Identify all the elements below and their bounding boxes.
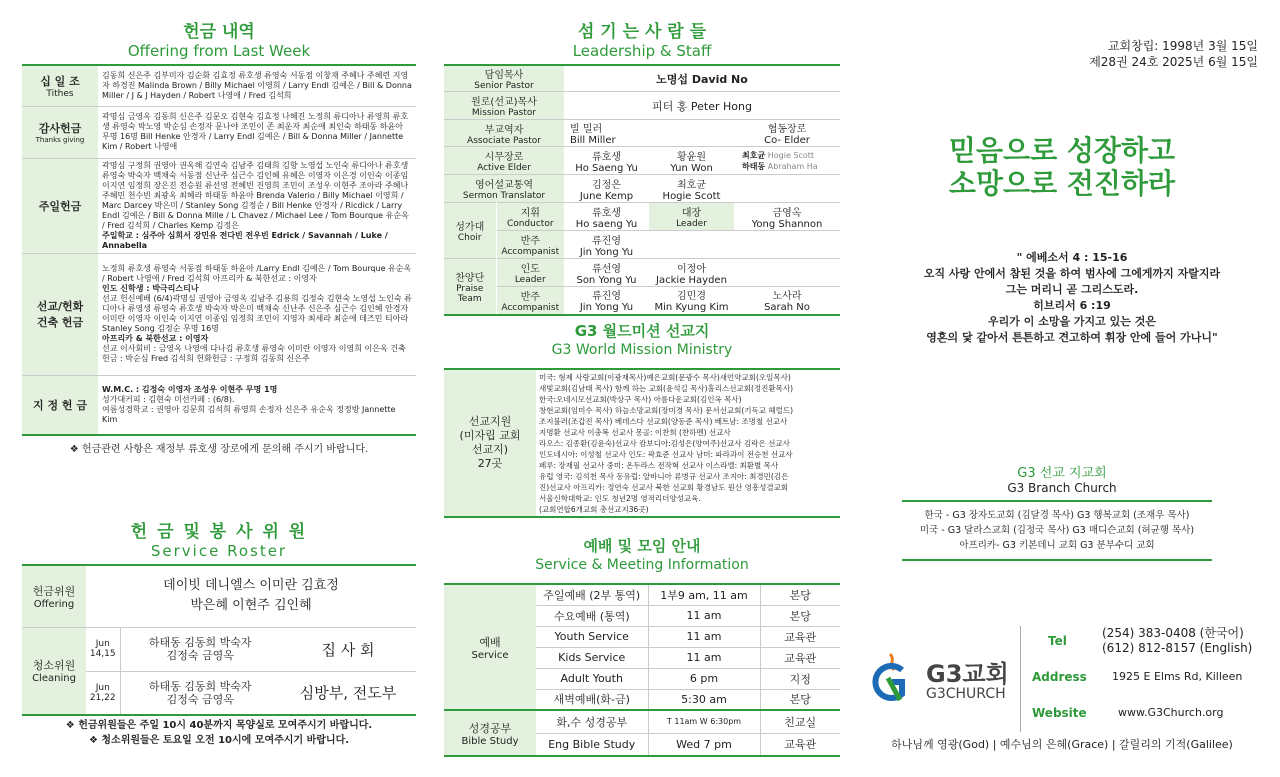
roster-label-en: Offering <box>33 598 75 610</box>
meeting-name: Youth Service <box>536 626 648 647</box>
row-label: 십 일 조 <box>40 74 80 88</box>
mission-label: (미자립 교회 <box>459 429 521 442</box>
staff-name: 금영옥 <box>772 207 802 219</box>
meeting-place: 본당 <box>789 609 811 623</box>
branch-title-ko: G3 선교 지교회 <box>1017 466 1107 481</box>
staff-name-en: Bill Miller <box>570 135 616 146</box>
roster-offering-row <box>22 565 416 627</box>
staff-name-en: Jackie Hayden <box>656 274 727 286</box>
staff-name-en: Jin Yong Yu <box>579 246 634 258</box>
branch-title <box>862 462 1262 495</box>
row-label: 지 정 헌 금 <box>33 398 87 412</box>
mission-label: 27곳 <box>477 457 503 470</box>
staff-name: 류호생 <box>592 151 621 163</box>
mission-line: 한국:오네시모선교회(박상구 목사) 아름다운교회(김인옥 목사) <box>539 394 742 404</box>
meeting-name: 주일예배 (2부 통역) <box>536 584 648 605</box>
roster-date: Jun <box>95 682 110 693</box>
roster-note-1: ❖ 헌금위원들은 주일 10시 40분까지 목양실로 모여주시기 바랍니다. <box>65 720 373 731</box>
staff-label-en: Associate Pastor <box>467 135 541 146</box>
branch-title-en: G3 Branch Church <box>1007 481 1117 495</box>
verse-line: 우리가 이 소망을 가지고 있는 것은 <box>988 315 1156 328</box>
staff-label: 찬양단 <box>455 272 485 284</box>
meeting-name: 수요예배 (통역) <box>536 605 648 626</box>
logo-text-ko: G3교회 <box>926 660 1009 688</box>
staff-name-en: Min Kyung Kim <box>654 302 729 314</box>
roster-cleaning-row <box>22 627 416 671</box>
staff-name: 류호생 <box>592 207 621 219</box>
row-label: 감사헌금 <box>38 122 82 135</box>
address-value: 1925 E Elms Rd, Killeen <box>1112 670 1243 683</box>
tel-number: (612) 812-8157 (English) <box>1102 641 1253 655</box>
row-line: 여름성경학교 : 권영아 김문희 김석희 류영희 손정자 신은주 유순옥 정정방 Jannette Kim <box>102 404 396 424</box>
leadership-title <box>444 22 840 60</box>
mission-line: 유럽 영국: 김석천 목사 동유럽: 알바니아 류병규 선교사 조지아: 최경민(김은 <box>539 471 789 481</box>
motto <box>862 134 1262 200</box>
roster-title-en: Service Roster <box>150 542 288 560</box>
meeting-name: Eng Bible Study <box>536 733 648 756</box>
staff-name-en: Hogie Scott <box>767 150 815 160</box>
g3-logo-icon <box>868 650 912 706</box>
branch-list <box>902 500 1212 561</box>
meeting-place: 교육관 <box>784 738 817 752</box>
staff-label: 시무장로 <box>484 152 524 163</box>
meeting-time: Wed 7 pm <box>648 733 760 756</box>
staff-name-en: Ho saeng Yu <box>575 218 638 230</box>
meeting-title-en: Service & Meeting Information <box>535 557 749 573</box>
row-label: 주일헌금 <box>38 199 82 213</box>
meeting-time: T 11am W 6:30pm <box>648 710 760 733</box>
staff-name: 최호균 <box>677 179 706 191</box>
issue-info: 제28권 24호 2025년 6월 15일 <box>1089 55 1258 69</box>
founded-date: 교회창립: 1998년 3월 15일 <box>1107 39 1258 53</box>
meeting-label-en: Bible Study <box>461 735 519 747</box>
leadership-title-ko: 섬 기 는 사 람 들 <box>577 22 707 42</box>
mission-label: 선교지) <box>471 443 509 456</box>
meeting-label: 예배 <box>479 635 501 649</box>
mission-list <box>536 369 840 517</box>
roster-title <box>22 522 416 560</box>
staff-label: 반주 <box>520 236 540 247</box>
staff-label-en: Mission Pastor <box>471 108 537 118</box>
meeting-place: 본당 <box>789 588 811 602</box>
row-text: 곽명심 구정희 권영아 권옥해 김연숙 김남주 김태희 김향 노영섭 노인숙 류디아나 류호생 류영숙 박숙자 백채숙 서동점 신난주 심근수 김인혜 유혜은 이영자 이은경 이인숙 이종임 이지연 임정희 장은진 전승원 류선영 전혜빈 진영희 조민이 조성우 이현주 조아라 주혜나 주혜민 천수빈 최광옥 최혜라 하태동 하윤아 Brenda Valerio / Billy Michael 이영희 / Marc Darcey 박은미 / Stanley Song 김정순 / Bill Henke 안경자 / Ricdick / Larry Endl 김예은 / Bill & Donna Mille / L Chavez / Michael Lee / Tom Bourque 유순옥 / Fred 김석희 / Charles Kemp 김정은 <box>102 160 409 230</box>
row-line: 성가대커피 : 김현숙 미선카페 : (6/8). <box>102 394 235 404</box>
mission-line: 서울신학대학교: 인도 청년2명 영적리더양성교육. <box>539 493 701 503</box>
meeting-name: Kids Service <box>536 647 648 668</box>
mission-line: 미국: 형제 사랑교회(이광재목사)예은교회(문광수 목사)새언약교회(오일목사) <box>539 372 791 382</box>
staff-name-en: Yun Won <box>670 162 713 174</box>
offering-title-en: Offering from Last Week <box>127 42 311 60</box>
staff-label-en: Choir <box>457 233 482 243</box>
church-logo <box>868 650 1018 710</box>
staff-name: 류진영 <box>592 235 621 247</box>
row-text: 노정희 류호생 류영숙 서동점 하태동 하윤아 /Larry Endl 김예은 / Tom Bourque 유순옥 / Robert 나영애 / Fred 김석희 아프리카 & 북한선교 : 이영자 <box>102 264 412 283</box>
meeting-place: 교육관 <box>784 630 817 644</box>
verse-line: 영혼의 닻 같아서 튼튼하고 견고하여 휘장 안에 들어 가나니" <box>926 331 1218 344</box>
meeting-name: 화,수 성경공부 <box>536 710 648 733</box>
row-label-en: Tithes <box>46 88 74 99</box>
staff-label: 인도 <box>520 264 540 275</box>
offering-row-sunday <box>22 158 416 253</box>
roster-names: 김정숙 금영옥 <box>166 692 234 706</box>
staff-name: 류진영 <box>592 291 621 303</box>
roster-date: 21,22 <box>89 692 116 703</box>
row-line: 아프리카 & 북한선교 : 이영자 <box>102 334 209 343</box>
mission-line: 새빛교회(김남태 목사) 함께 하는 교회(윤석길 목사)홀리스선교회(정진환목사) <box>539 383 794 393</box>
branch-line: 미국 - G3 달라스교회 (김정국 목사) G3 매디슨교회 (허균행 목사) <box>919 525 1195 536</box>
mission-title-en: G3 World Mission Ministry <box>551 342 733 358</box>
row-text: 곽명심 금영옥 김동희 신은주 김문오 김현숙 김효정 나혜진 노정희 류디아나 류영희 류호생 류영숙 박노영 박순심 손정자 문나야 조민이 존 최운자 최순애 최인숙 하태동 하윤아 무명 16명 Bill Henke 안경자 / Larry Endl 김예은 / Bill & Donna Miller / Jannette Kim / Robert 나영애 <box>102 112 409 151</box>
staff-name-en: Hogie Scott <box>662 190 721 202</box>
senior-pastor-name: 노명섭 David No <box>656 72 748 86</box>
row-label-en: Thanks giving <box>35 136 85 144</box>
meeting-time: 11 am <box>648 605 760 626</box>
motto-line1: 믿음으로 성장하고 <box>948 134 1176 167</box>
offering-row-tithes <box>22 65 416 106</box>
meeting-name: Adult Youth <box>536 668 648 689</box>
staff-name-en: Ho Saeng Yu <box>575 162 638 174</box>
staff-name-en: Abraham Ha <box>767 161 818 171</box>
meeting-place: 교육관 <box>784 651 817 665</box>
meeting-row <box>444 710 840 733</box>
meeting-row <box>444 584 840 605</box>
staff-name-en: Son Yong Yu <box>576 274 637 286</box>
staff-label-en: Team <box>457 293 482 304</box>
roster-offering-line1: 데이빗 데니엘스 이미란 김효정 <box>163 578 339 594</box>
staff-label-en: Accompanist <box>501 247 560 257</box>
roster-names: 하태동 김동희 박숙자 <box>148 636 252 649</box>
staff-name-en: Co- Elder <box>764 135 810 146</box>
meeting-place: 친교실 <box>784 715 817 729</box>
row-text: 김동희 신은주 김부미자 김순화 김효정 류호생 류영숙 서동점 이창재 주혜나 주혜련 지영자 하경진 Malinda Brown / Billy Michael 이영희 / Larry Endl 김예은 / Bill & Donna Miller / J & J Hayden / Robert 나영애 / Fred 김석희 <box>102 70 412 100</box>
meeting-label-en: Service <box>471 649 509 661</box>
address-label: Address <box>1032 670 1087 684</box>
roster-names: 하태동 김동희 박숙자 <box>148 679 252 693</box>
meeting-name: 새벽예배(화-금) <box>536 689 648 710</box>
mission-title <box>444 321 840 359</box>
row-label-2: 건축 헌금 <box>36 316 84 329</box>
staff-label: 지휘 <box>520 208 540 219</box>
meeting-place: 본당 <box>789 693 811 707</box>
row-sub: 주일학교 : 심주아 심희서 장민유 전다빈 전우빈 Edrick / Savannah / Luke / Annabella <box>102 230 388 250</box>
meeting-table <box>444 583 840 757</box>
roster-title-ko: 헌 금 및 봉 사 위 원 <box>130 522 308 542</box>
meeting-label: 성경공부 <box>468 721 512 735</box>
roster-label: 청소위원 <box>32 659 76 673</box>
mission-pastor-name: 피터 홍 Peter Hong <box>652 99 752 113</box>
website-link[interactable]: www.G3Church.org <box>1118 706 1224 719</box>
verse-line: 히브리서 6 :19 <box>1033 299 1111 312</box>
offering-note: ❖ 헌금관련 사항은 재정부 류호생 장로에게 문의해 주시기 바랍니다. <box>69 444 369 455</box>
staff-name: 김정은 <box>592 179 621 191</box>
roster-label-en: Cleaning <box>32 673 76 685</box>
verse-line: 오직 사랑 안에서 참된 것을 하여 범사에 그에게까지 자랄지라 <box>923 267 1221 280</box>
meeting-time: 6 pm <box>648 668 760 689</box>
roster-names: 김정숙 금영옥 <box>166 649 234 662</box>
offering-row-mission <box>22 253 416 375</box>
offering-column <box>22 0 416 746</box>
staff-name: 김민경 <box>677 291 706 303</box>
staff-name: 협동장로 <box>767 124 807 135</box>
tel-label: Tel <box>1048 634 1067 648</box>
roster-date: Jun <box>95 639 110 649</box>
cover-column <box>862 0 1272 777</box>
mission-line: 창현교회(임미수 목사) 하늘소망교회(장미경 목사) 문서선교회(기독교 헤럴드) <box>539 405 794 415</box>
mission-line: 인도네시아: 이성철 선교사 인도: 곽효준 선교사 남미: 파라과이 전승천 선교사 <box>539 449 793 459</box>
verse-line: 그는 머리니 곧 그리스도라. <box>1005 283 1139 296</box>
staff-label: 대장 <box>681 208 702 219</box>
roster-table <box>22 564 416 716</box>
staff-label-en: Conductor <box>506 219 554 229</box>
staff-label-en: Leader <box>514 275 546 285</box>
mission-title-ko: G3 월드미션 선교지 <box>574 322 710 340</box>
offering-title <box>22 22 416 60</box>
meeting-time: 11 am <box>648 626 760 647</box>
staff-label: 부교역자 <box>484 124 524 136</box>
offering-title-ko: 헌금 내역 <box>183 22 255 42</box>
staff-name: 노사라 <box>772 291 802 303</box>
tel-number: (254) 383-0408 (한국어) <box>1102 626 1244 640</box>
mission-line: 라오스: 김종환(김윤숙)선교사 캄보디아:김성은(양여주)선교사 김락은 선교사 <box>539 438 790 448</box>
leadership-table <box>444 64 840 316</box>
mission-line: 지명환 선교사 이충복 선교사 몽골: 이찬희 (찬하멘) 선교사 <box>539 427 731 437</box>
staff-name: 하태동 <box>742 161 766 171</box>
mission-label: 선교지원 <box>468 415 512 428</box>
meeting-time: 11 am <box>648 647 760 668</box>
motto-line2: 소망으로 전진하라 <box>948 167 1176 200</box>
offering-row-designated <box>22 375 416 435</box>
staff-label-en: Sermon Translator <box>462 191 546 201</box>
meeting-place: 지정 <box>789 672 811 686</box>
roster-offering-line2: 박은혜 이현주 김인혜 <box>190 598 312 614</box>
footer-slogan: 하나님께 영광(God) | 예수님의 은혜(Grace) | 갈릴리의 기적(Galilee) <box>891 738 1233 751</box>
roster-note-2: ❖ 청소위원들은 토요일 오전 10시에 모여주시기 바랍니다. <box>88 735 350 746</box>
roster-team: 집 사 회 <box>321 640 375 659</box>
roster-date: 14,15 <box>89 649 116 659</box>
mission-line: 조지불러(조갑진 목사) 베데스다 선교회(양동준 목사) 베트남: 조명철 선교사 <box>539 416 788 426</box>
branch-line: 한국 - G3 장자도교회 (김달경 목사) G3 행복교회 (조재우 목사) <box>924 510 1190 521</box>
staff-label-en: Leader <box>676 219 707 229</box>
leadership-column <box>444 0 840 752</box>
website-label: Website <box>1032 706 1087 720</box>
staff-name: 이정아 <box>677 263 706 275</box>
staff-label-en: Praise <box>456 283 484 294</box>
mission-line: 진)선교사 아프리카: 정연숙 선교사 북한 선교회 황경남도 원산 영흥성결교회 <box>539 482 789 492</box>
staff-label: 성가대 <box>455 222 485 233</box>
staff-label: 반주 <box>520 291 540 303</box>
staff-label-en: Senior Pastor <box>474 81 534 91</box>
staff-label-en: Accompanist <box>501 302 560 313</box>
staff-label: 영어설교통역 <box>475 180 533 191</box>
row-line: 선교 헌신예배 (6/4)곽명심 권영아 금영옥 김남주 김용희 김정숙 김현숙 노영섭 노인숙 류디아나 류영생 류영숙 류호생 박숙자 박은미 백채숙 신난주 신은주 심근수 김인혜 안경자 이미란 이영자 이인숙 이지연 이종임 임정희 조민이 지영자 최세라 최순애 데즈민 티아라 Stanley Song 김정순 무명 16명 <box>102 294 412 333</box>
staff-name-en: Yong Shannon <box>751 218 823 230</box>
leadership-title-en: Leadership & Staff <box>572 42 712 60</box>
branch-line: 아프리카- G3 키본데니 교회 G3 분부수디 교회 <box>959 540 1155 551</box>
staff-name-en: Sarah No <box>764 302 810 314</box>
meeting-title <box>444 536 840 574</box>
staff-name: 류선영 <box>592 263 621 275</box>
staff-name: 황윤원 <box>677 151 706 163</box>
roster-team: 심방부, 전도부 <box>299 684 397 703</box>
staff-label: 원로(선교)목사 <box>471 97 537 108</box>
staff-label: 담임목사 <box>484 70 524 81</box>
scripture <box>862 250 1280 346</box>
mission-table <box>444 368 840 518</box>
mission-line: (교회연합6개교회 총선교지36곳) <box>539 504 649 514</box>
meeting-time: 1부9 am, 11 am <box>648 584 760 605</box>
staff-name-en: June Kemp <box>579 190 634 202</box>
mission-line: 페루: 장재필 선교사 중미: 온두라스 전작혁 선교사 이스라엘: 최환별 목사 <box>539 460 779 470</box>
contact-divider <box>1020 626 1021 732</box>
meeting-time: 5:30 am <box>648 689 760 710</box>
logo-text-en: G3CHURCH <box>926 686 1006 702</box>
row-line: W.M.C. : 김정숙 이영자 조성우 이현주 무명 1명 <box>102 384 278 394</box>
staff-name: 빌 밀러 <box>570 124 603 135</box>
verse-line: " 에베소서 4 : 15-16 <box>1016 251 1128 264</box>
offering-row-thanks <box>22 106 416 158</box>
roster-label: 헌금위원 <box>32 584 76 598</box>
row-line: 인도 신학생 : 박극리스티나 <box>102 284 199 293</box>
staff-label-en: Active Elder <box>477 163 531 173</box>
offering-table <box>22 64 416 436</box>
row-label: 선교/헌화 <box>36 300 84 313</box>
staff-name-en: Jin Yong Yu <box>579 302 634 314</box>
staff-name: 최호균 <box>742 150 766 160</box>
row-line: 선교 이사회비 : 금영옥 나영애 다나김 류호생 류영숙 이미란 이영자 이영희 이은옥 건축헌금 : 박순심 Fred 김석희 헌화헌금 : 구정희 김동희 신은주 <box>102 344 406 363</box>
meeting-title-ko: 예배 및 모임 안내 <box>583 537 701 555</box>
